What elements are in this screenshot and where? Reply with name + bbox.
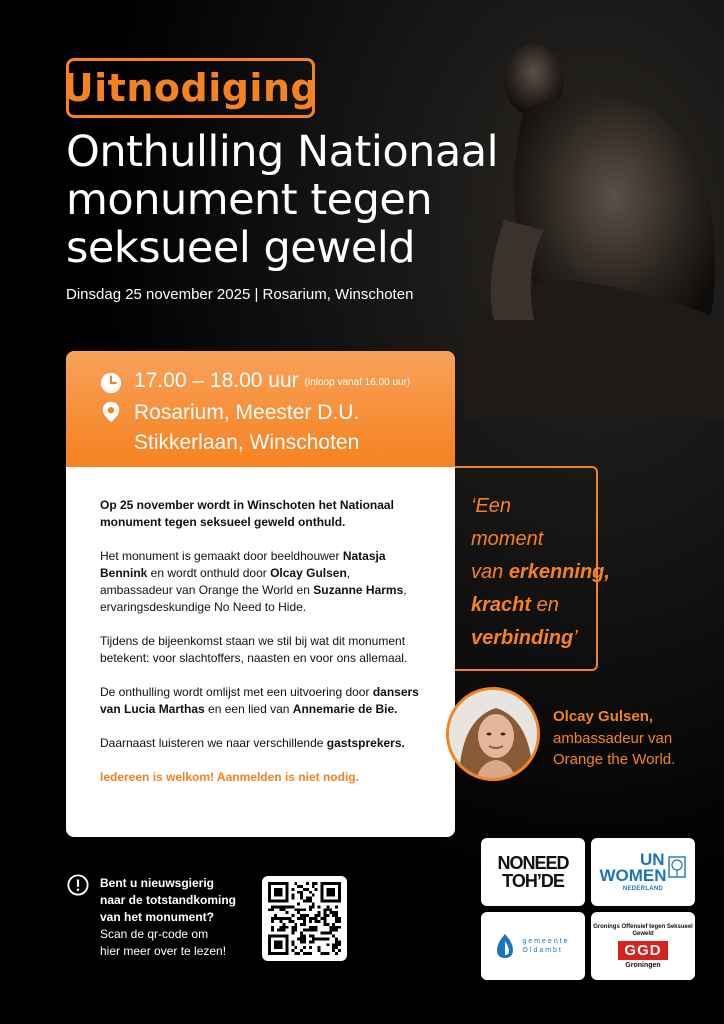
logo-mark bbox=[496, 933, 569, 959]
location-pin-icon bbox=[100, 401, 122, 423]
meaning-paragraph: Tijdens de bijeenkomst staan we stil bij wat dit monument betekent: voor slachtoffers, naasten en voor ons allemaal. bbox=[100, 634, 408, 665]
location-line: Stikkerlaan, Winschoten bbox=[134, 431, 360, 454]
text: en wordt onthuld door bbox=[147, 566, 271, 580]
event-time: 17.00 – 18.00 uur bbox=[134, 369, 299, 392]
logo-ggd-groningen bbox=[591, 912, 695, 980]
title-line: Onthulling Nationaal bbox=[66, 127, 499, 177]
text: verbinding bbox=[471, 627, 574, 649]
location-row bbox=[100, 398, 359, 458]
page-title bbox=[66, 127, 499, 273]
logo-gemeente-oldambt bbox=[481, 912, 585, 980]
text: Daarnaast luisteren we naar verschillende bbox=[100, 736, 327, 750]
text-line: naar de totstandkoming bbox=[100, 893, 237, 907]
text: ’ bbox=[573, 627, 578, 649]
description-panel bbox=[66, 467, 455, 837]
sculpture-image bbox=[464, 20, 724, 420]
logo-un-women bbox=[591, 838, 695, 906]
event-location bbox=[134, 398, 359, 458]
dancers-name: dansers van Lucia Marthas bbox=[100, 685, 419, 716]
logo-mark bbox=[599, 852, 686, 884]
logo-title: Gronings Offensief tegen Seksueel Geweld bbox=[593, 923, 693, 937]
text-line: hier meer over te lezen! bbox=[100, 944, 227, 958]
text: en een lied van bbox=[204, 702, 293, 716]
qr-code[interactable] bbox=[262, 876, 347, 961]
welcome-note: Iedereen is welkom! Aanmelden is niet nodig. bbox=[100, 770, 359, 784]
quote-line bbox=[471, 622, 621, 655]
logo-subtext: NEDERLAND bbox=[622, 886, 664, 892]
logo-text bbox=[522, 937, 569, 955]
text: erkenning, bbox=[508, 561, 610, 583]
intro-text: Op 25 november wordt in Winschoten het Nationaal monument tegen seksueel geweld onthuld. bbox=[100, 498, 394, 529]
logo-no-need-to-hide bbox=[481, 838, 585, 906]
text: De onthulling wordt omlijst met een uitvoering door bbox=[100, 685, 373, 699]
quote-line: ‘Een bbox=[471, 495, 512, 517]
text: gemeente bbox=[522, 938, 570, 945]
location-line: Rosarium, Meester D.U. bbox=[134, 401, 360, 424]
expert-name: Suzanne Harms bbox=[313, 583, 404, 597]
clock-icon bbox=[100, 372, 122, 394]
text: UN bbox=[639, 850, 665, 869]
artist-name: Natasja Bennink bbox=[100, 549, 386, 580]
text: Het monument is gemaakt door beeldhouwer bbox=[100, 549, 343, 563]
artist-paragraph bbox=[100, 548, 423, 616]
text: van bbox=[471, 561, 509, 583]
qr-instructions bbox=[100, 875, 260, 960]
intro-paragraph bbox=[100, 497, 423, 531]
info-icon bbox=[67, 874, 89, 896]
singer-name: Annemarie de Bie. bbox=[292, 702, 398, 716]
badge-label: Uitnodiging bbox=[62, 66, 319, 110]
speakers-label: gastsprekers. bbox=[326, 736, 405, 750]
avatar bbox=[446, 687, 540, 781]
text-line: Scan de qr-code om bbox=[100, 927, 209, 941]
un-emblem-icon bbox=[667, 855, 687, 881]
title-line: monument tegen bbox=[66, 175, 433, 225]
date-subtitle: Dinsdag 25 november 2025 | Rosarium, Winschoten bbox=[66, 286, 414, 303]
logo-text: NONEED bbox=[497, 853, 569, 873]
ambassador-role: ambassadeur van Orange the World. bbox=[553, 730, 676, 768]
quote-line bbox=[471, 556, 621, 589]
event-time-note: (inloop vanaf 16.00 uur) bbox=[304, 377, 411, 388]
text: , ervaringsdeskundige No Need to Hide. bbox=[100, 583, 407, 614]
ggd-mark: GGD bbox=[618, 941, 667, 960]
speakers-paragraph bbox=[100, 735, 423, 752]
ambassador-name: Olcay Gulsen bbox=[270, 566, 347, 580]
event-details-panel bbox=[66, 351, 455, 467]
invitation-badge bbox=[62, 58, 319, 118]
text: en bbox=[531, 594, 559, 616]
quote-line bbox=[471, 589, 621, 622]
text: , ambassadeur van Orange the World en bbox=[100, 566, 351, 597]
logo-text: TOH’DE bbox=[502, 871, 564, 891]
qr-code-image bbox=[268, 882, 341, 955]
text: Oldambt bbox=[522, 947, 563, 954]
title-line: seksueel geweld bbox=[66, 223, 416, 273]
text-line: Bent u nieuwsgierig bbox=[100, 876, 215, 890]
oldambt-emblem-icon bbox=[496, 933, 514, 959]
quote-line: moment bbox=[471, 528, 544, 550]
ambassador-name: Olcay Gulsen, bbox=[553, 708, 654, 725]
text: WOMEN bbox=[599, 866, 667, 885]
text: kracht bbox=[471, 594, 532, 616]
performance-paragraph bbox=[100, 684, 423, 718]
logo-subtext: Groningen bbox=[625, 961, 661, 969]
time-row bbox=[100, 369, 410, 394]
quote bbox=[471, 490, 621, 655]
logo-text bbox=[599, 852, 666, 884]
text-line: van het monument? bbox=[100, 910, 215, 924]
